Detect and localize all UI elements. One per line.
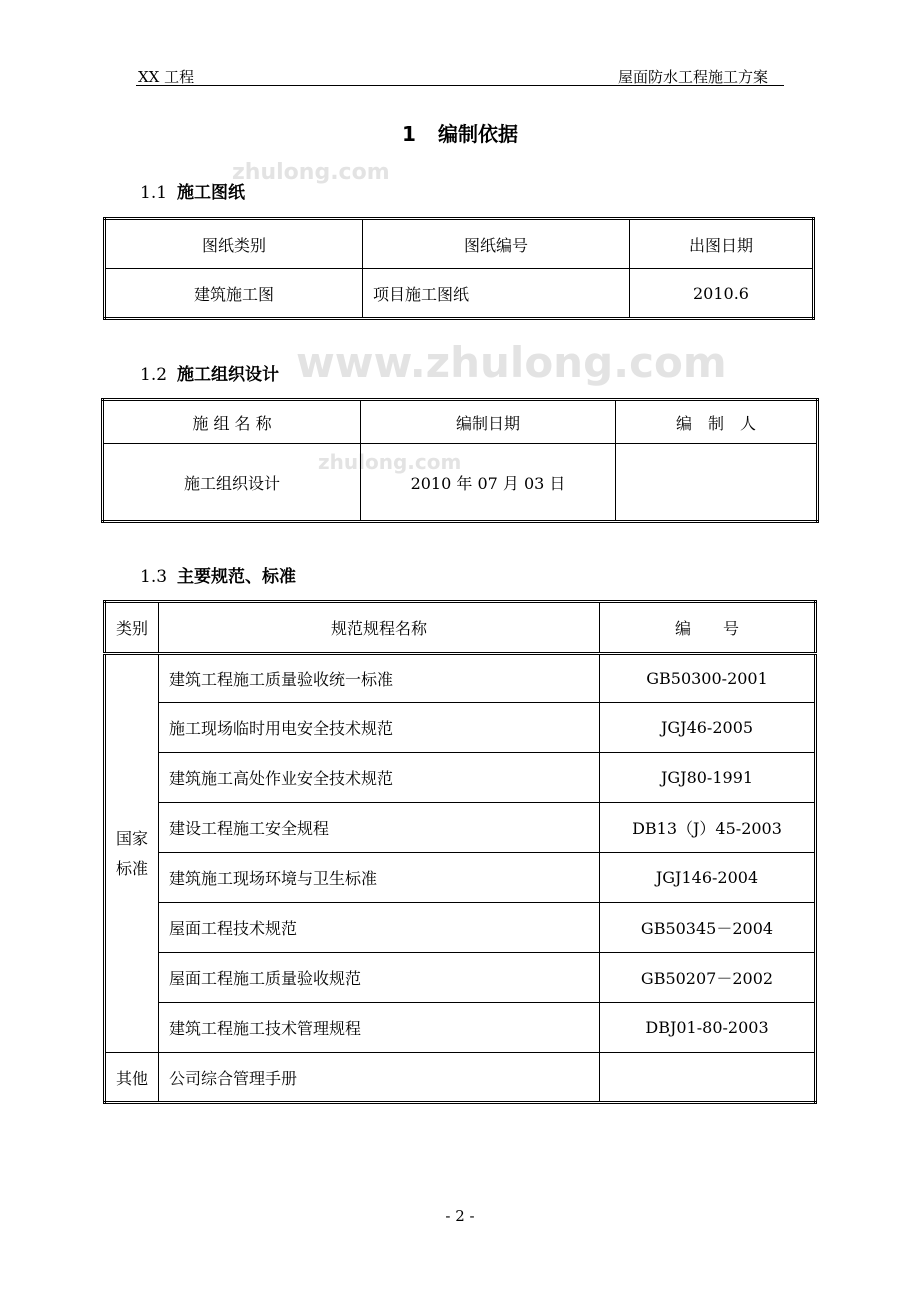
cell: GB50345－2004 [600,903,816,953]
table-row [105,753,816,803]
watermark-1: zhulong.com [232,160,390,185]
header-cell: 出图日期 [630,219,814,269]
table-row [103,444,818,522]
header-cell: 类别 [105,602,159,654]
standards-table [103,600,817,1104]
cell: 建筑施工高处作业安全技术规范 [159,753,600,803]
header-cell: 规范规程名称 [159,602,600,654]
cell: DBJ01-80-2003 [600,1003,816,1053]
section-number: 1.1 [140,183,168,203]
page-number: - 2 - [445,1207,475,1225]
table-row [105,903,816,953]
cell: GB50300-2001 [600,654,816,703]
table-row [105,1053,816,1103]
table-row [105,803,816,853]
cell: 公司综合管理手册 [159,1053,600,1103]
cell: 施工组织设计 [103,444,361,522]
header-left: XX 工程 [138,68,195,86]
category-cell: 国家 标准 [105,654,159,1053]
cell: 建筑工程施工技术管理规程 [159,1003,600,1053]
page-title [0,118,920,147]
section-heading-1-2 [140,360,279,385]
cell: JGJ80-1991 [600,753,816,803]
cell [600,1053,816,1103]
header-cell: 施 组 名 称 [103,400,361,444]
construction-design-table [101,398,819,523]
section-heading-1-3 [140,562,296,587]
watermark-3: zhulong.com [318,450,462,474]
drawings-table [103,217,815,320]
cell: 屋面工程技术规范 [159,903,600,953]
table-row [105,953,816,1003]
cell [616,444,818,522]
section-title: 施工组织设计 [177,365,280,385]
header-cell: 编制日期 [361,400,616,444]
cell: 建筑施工图 [105,269,363,319]
title-text: 编制依据 [437,122,518,146]
header-right: 屋面防水工程施工方案 [617,68,768,86]
table-row [105,654,816,703]
cell: 项目施工图纸 [363,269,630,319]
cell: 2010.6 [630,269,814,319]
section-heading-1-1 [140,178,245,203]
table-row [105,269,814,319]
header-cell: 编 号 [600,602,816,654]
table-header-row [105,602,816,654]
header-cell: 图纸类别 [105,219,363,269]
cell: 建筑施工现场环境与卫生标准 [159,853,600,903]
table-header-row [105,219,814,269]
table-header-row [103,400,818,444]
header-cell: 编 制 人 [616,400,818,444]
table-row [105,853,816,903]
watermark-2: www.zhulong.com [296,338,727,387]
category-cell: 其他 [105,1053,159,1103]
cell: 2010 年 07 月 03 日 [361,444,616,522]
section-title: 施工图纸 [177,183,246,203]
section-number: 1.3 [140,567,168,587]
cell: 施工现场临时用电安全技术规范 [159,703,600,753]
cell: JGJ146-2004 [600,853,816,903]
cell: DB13（J）45-2003 [600,803,816,853]
cell: 建筑工程施工质量验收统一标准 [159,654,600,703]
cell: 屋面工程施工质量验收规范 [159,953,600,1003]
section-number: 1.2 [140,365,168,385]
cell: 建设工程施工安全规程 [159,803,600,853]
title-number: 1 [402,122,416,146]
section-title: 主要规范、标准 [177,567,297,587]
header-cell: 图纸编号 [363,219,630,269]
table-row [105,1003,816,1053]
cell: GB50207－2002 [600,953,816,1003]
cell: JGJ46-2005 [600,703,816,753]
table-row [105,703,816,753]
header-rule [136,85,784,86]
